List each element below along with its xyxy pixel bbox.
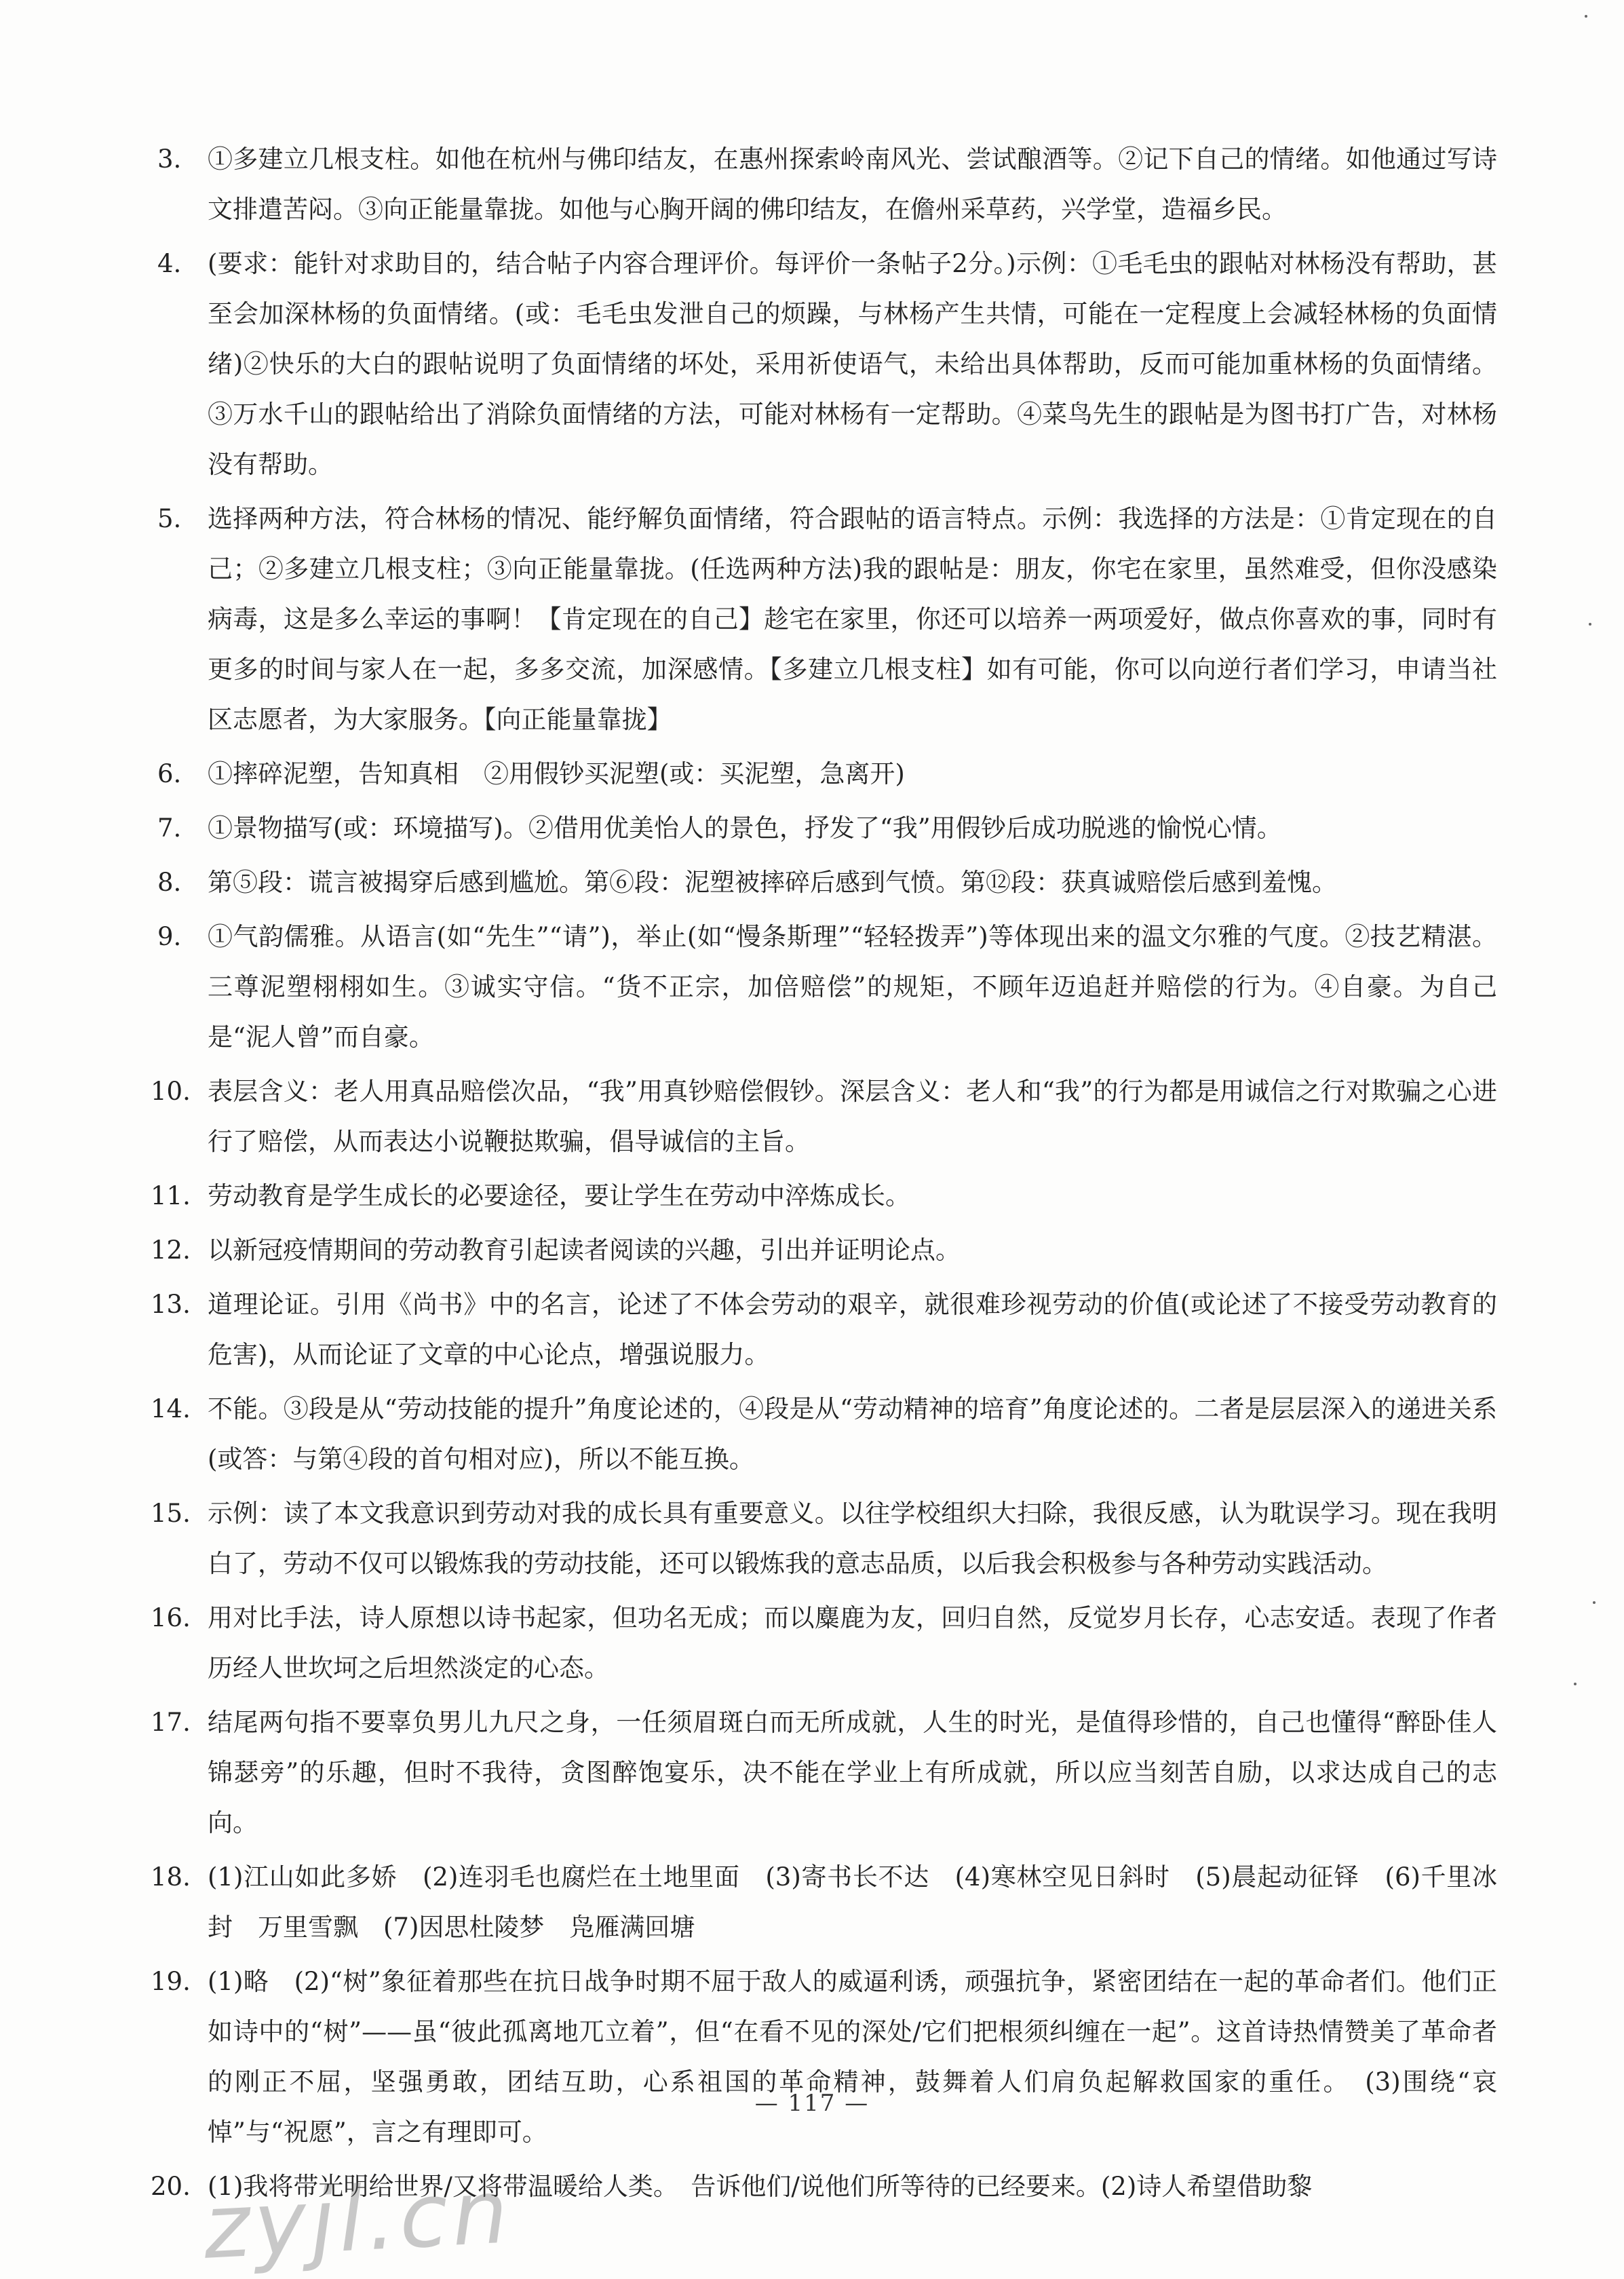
answer-item-11	[151, 1171, 1497, 1221]
answer-text: 道理论证。引用《尚书》中的名言，论述了不体会劳动的艰辛，就很难珍视劳动的价值(或论述了不接受劳动教育的危害)，从而论证了文章的中心论点，增强说服力。	[208, 1290, 1497, 1369]
answer-text: ①景物描写(或：环境描写)。②借用优美怡人的景色，抒发了“我”用假钞后成功脱逃的愉悦心情。	[208, 813, 1282, 843]
answer-number: 20.	[151, 2172, 191, 2201]
answer-item-19	[151, 1957, 1497, 2158]
answer-number: 19.	[151, 1967, 191, 1996]
answer-item-5	[157, 494, 1497, 745]
answer-item-9	[157, 912, 1497, 1062]
answer-item-12	[151, 1225, 1497, 1276]
answer-item-7	[157, 803, 1497, 854]
answer-text: ①多建立几根支柱。如他在杭州与佛印结友，在惠州探索岭南风光、尝试酿酒等。②记下自己的情绪。如他通过写诗文排遣苦闷。③向正能量靠拢。如他与心胸开阔的佛印结友，在儋州采草药，兴学堂，造福乡民。	[208, 145, 1497, 224]
answer-text: 结尾两句指不要辜负男儿九尺之身，一任须眉斑白而无所成就，人生的时光，是值得珍惜的，自己也懂得“醉卧佳人锦瑟旁”的乐趣，但时不我待，贪图醉饱宴乐，决不能在学业上有所成就，所以应当刻苦自励，以求达成自己的志向。	[208, 1708, 1497, 1837]
page-number-text: — 117 —	[754, 2090, 870, 2117]
answer-text: 不能。③段是从“劳动技能的提升”角度论述的，④段是从“劳动精神的培育”角度论述的。二者是层层深入的递进关系(或答：与第④段的首句相对应)，所以不能互换。	[208, 1394, 1497, 1474]
answer-text: ①摔碎泥塑，告知真相 ②用假钞买泥塑(或：买泥塑，急离开)	[208, 759, 905, 788]
answer-number: 14.	[151, 1394, 191, 1423]
answer-text: ①气韵儒雅。从语言(如“先生”“请”)，举止(如“慢条斯理”“轻轻拨弄”)等体现出来的温文尔雅的气度。②技艺精湛。三尊泥塑栩栩如生。③诚实守信。“货不正宗，加倍赔偿”的规矩，不顾年迈追赶并赔偿的行为。④自豪。为自己是“泥人曾”而自豪。	[208, 922, 1497, 1052]
answer-number: 3.	[157, 145, 182, 174]
answer-list	[151, 134, 1497, 2216]
answer-item-15	[151, 1489, 1497, 1589]
answer-number: 18.	[151, 1862, 191, 1892]
answer-number: 15.	[151, 1499, 191, 1528]
answer-text: 表层含义：老人用真品赔偿次品，“我”用真钞赔偿假钞。深层含义：老人和“我”的行为都是用诚信之行对欺骗之心进行了赔偿，从而表达小说鞭挞欺骗，倡导诚信的主旨。	[208, 1077, 1497, 1156]
answer-item-10	[151, 1067, 1497, 1167]
answer-number: 9.	[157, 922, 182, 951]
answer-number: 10.	[151, 1077, 191, 1106]
answer-item-6	[157, 749, 1497, 799]
answer-item-4	[157, 239, 1497, 490]
answer-number: 5.	[157, 504, 182, 533]
answer-text: 劳动教育是学生成长的必要途径，要让学生在劳动中淬炼成长。	[208, 1181, 910, 1210]
answer-text: 示例：读了本文我意识到劳动对我的成长具有重要意义。以往学校组织大扫除，我很反感，认为耽误学习。现在我明白了，劳动不仅可以锻炼我的劳动技能，还可以锻炼我的意志品质，以后我会积极参与各种劳动实践活动。	[208, 1499, 1497, 1578]
page-number	[0, 2090, 1624, 2117]
answer-text: 以新冠疫情期间的劳动教育引起读者阅读的兴趣，引出并证明论点。	[208, 1236, 961, 1265]
answer-item-16	[151, 1593, 1497, 1693]
answer-number: 6.	[157, 759, 182, 788]
answer-text: (要求：能针对求助目的，结合帖子内容合理评价。每评价一条帖子2分。)示例：①毛毛虫的跟帖对林杨没有帮助，甚至会加深林杨的负面情绪。(或：毛毛虫发泄自己的烦躁，与林杨产生共情，可能在一定程度上会减轻林杨的负面情绪)②快乐的大白的跟帖说明了负面情绪的坏处，采用祈使语气，未给出具体帮助，反而可能加重林杨的负面情绪。③万水千山的跟帖给出了消除负面情绪的方法，可能对林杨有一定帮助。④菜鸟先生的跟帖是为图书打广告，对林杨没有帮助。	[208, 249, 1497, 479]
answer-number: 13.	[151, 1290, 191, 1319]
scan-speck	[1593, 1601, 1596, 1604]
scan-speck	[1585, 15, 1587, 18]
answer-text: (1)略 (2)“树”象征着那些在抗日战争时期不屈于敌人的威逼利诱，顽强抗争，紧密团结在一起的革命者们。他们正如诗中的“树”——虽“彼此孤离地兀立着”，但“在看不见的深处/它们把根须纠缠在一起”。这首诗热情赞美了革命者的刚正不屈，坚强勇敢，团结互助，心系祖国的革命精神，鼓舞着人们肩负起解救国家的重任。 (3)围绕“哀悼”与“祝愿”，言之有理即可。	[208, 1967, 1497, 2147]
answer-text: (1)江山如此多娇 (2)连羽毛也腐烂在土地里面 (3)寄书长不达 (4)寒林空见日斜时 (5)晨起动征铎 (6)千里冰封 万里雪飘 (7)因思杜陵梦 凫雁满回塘	[208, 1862, 1497, 1942]
answer-text: 第⑤段：谎言被揭穿后感到尴尬。第⑥段：泥塑被摔碎后感到气愤。第⑫段：获真诚赔偿后感到羞愧。	[208, 868, 1337, 897]
answer-text: 选择两种方法，符合林杨的情况、能纾解负面情绪，符合跟帖的语言特点。示例：我选择的方法是：①肯定现在的自己；②多建立几根支柱；③向正能量靠拢。(任选两种方法)我的跟帖是：朋友，你宅在家里，虽然难受，但你没感染病毒，这是多么幸运的事啊！【肯定现在的自己】趁宅在家里，你还可以培养一两项爱好，做点你喜欢的事，同时有更多的时间与家人在一起，多多交流，加深感情。【多建立几根支柱】如有可能，你可以向逆行者们学习，申请当社区志愿者，为大家服务。【向正能量靠拢】	[208, 504, 1497, 734]
scan-speck	[1589, 623, 1591, 626]
answer-text: 用对比手法，诗人原想以诗书起家，但功名无成；而以麋鹿为友，回归自然，反觉岁月长存，心志安适。表现了作者历经人世坎坷之后坦然淡定的心态。	[208, 1603, 1497, 1683]
answer-number: 16.	[151, 1603, 191, 1632]
answer-number: 17.	[151, 1708, 191, 1737]
answer-number: 4.	[157, 249, 182, 278]
answer-number: 12.	[151, 1236, 191, 1265]
answer-item-18	[151, 1852, 1497, 1953]
answer-text: (1)我将带光明给世界/又将带温暖给人类。 告诉他们/说他们所等待的已经要来。(2)诗人希望借助黎	[208, 2172, 1313, 2201]
answer-number: 7.	[157, 813, 182, 843]
answer-number: 11.	[151, 1181, 191, 1210]
watermark-logo: zyjl.cn	[201, 2160, 515, 2279]
answer-item-8	[157, 858, 1497, 908]
answer-item-13	[151, 1280, 1497, 1380]
scan-speck	[1574, 1683, 1577, 1685]
answer-item-14	[151, 1384, 1497, 1485]
answer-number: 8.	[157, 868, 182, 897]
answer-item-3	[157, 134, 1497, 235]
answer-item-17	[151, 1698, 1497, 1848]
